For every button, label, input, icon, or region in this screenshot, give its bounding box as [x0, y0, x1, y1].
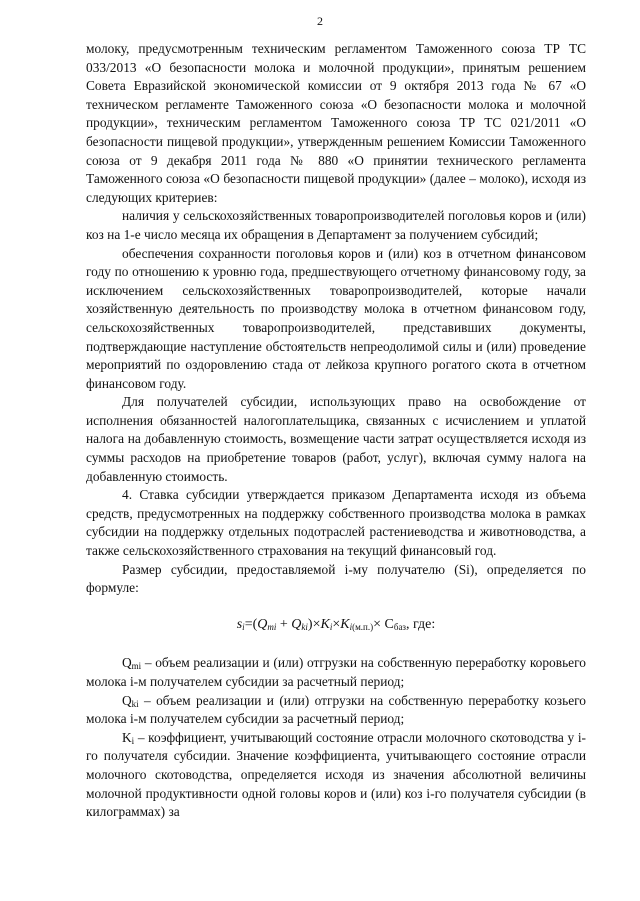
definition-qki: $Q_{ki}$ – объем реализации и (или) отгрузки на собственную переработку козьего молока i-м получателем субсидии за расчетный период;: [86, 692, 586, 727]
subsidy-formula: $s_i=(Q_{mi} + Q_{ki})\times K_i\times K_{i(м.п.)}\times С_{баз}$, где:: [236, 616, 436, 632]
paragraph-criterion-livestock: наличия у сельскохозяйственных товаропроизводителей поголовья коров и (или) коз на 1-е число месяца их обращения в Департамент за получением субсидий;: [86, 208, 586, 242]
paragraph-regulation-reference: молоку, предусмотренным техническим регламентом Таможенного союза ТР ТС 033/2013 «О безопасности молока и молочной продукции», принятым решением Совета Евразийской экономической комиссии от 9 октября 2013 года № 67 «О техническом регламенте Таможенного союза «О безопасности молока и молочной продукции», техническим регламентом Таможенного союза ТР ТС 021/2011 «О безопасности пищевой продукции», утвержденным решением Комиссии Таможенного союза от 9 декабря 2011 года № 880 «О принятии технического регламента Таможенного союза «О безопасности пищевой продукции» (далее – молоко), исходя из следующих критериев:: [86, 41, 586, 205]
paragraph-criterion-preservation: обеспечения сохранности поголовья коров и (или) коз в отчетном финансовом году по отношению к уровню года, предшествующего отчетному финансовому году, за исключением сельскохозяйственных товаропроизводителей, которые начали хозяйственную деятельность по производству молока в отчетном финансовом году, сельскохозяйственных товаропроизводителей, представивших документы, подтверждающие наступление обстоятельств непреодолимой силы и (или) проведение мероприятий по оздоровлению стада от лейкоза крупного рогатого скота в отчетном финансовом году.: [86, 245, 586, 391]
definition-ki: $K_i$ – коэффициент, учитывающий состояние отрасли молочного скотоводства у i-го получателя субсидии. Значение коэффициента, учитывающего состояние отрасли молочного скотоводства, определяется исходя из значения абсолютной величины молочной продуктивности одной головы коров и (или) коз i-го получателя субсидии (в килограммах) за: [86, 729, 586, 820]
paragraph-subsidy-size: Размер субсидии, предоставляемой i-му получателю (Si), определяется по формуле:: [86, 561, 586, 596]
definition-qmi: $Q_{mi}$ – объем реализации и (или) отгрузки на собственную переработку коровьего молока i-м получателем субсидии за расчетный период;: [86, 655, 586, 689]
page-number: 2: [317, 14, 323, 28]
paragraph-subsidy-rate: 4. Ставка субсидии утверждается приказом Департамента исходя из объема средств, предусмотренных на поддержку собственного производства молока в рамках субсидии на поддержку отдельных подотраслей растениеводства и животноводства, а также сельскохозяйственного страхования на текущий финансовый год.: [86, 487, 586, 559]
paragraph-vat-exemption: Для получателей субсидии, использующих право на освобождение от исполнения обязанностей налогоплательщика, связанных с исчислением и уплатой налога на добавленную стоимость, возмещение части затрат осуществляется исходя из суммы расходов на приобретение товаров (работ, услуг), включая сумму налога на добавленную стоимость.: [86, 394, 586, 484]
document-body: [86, 40, 586, 822]
